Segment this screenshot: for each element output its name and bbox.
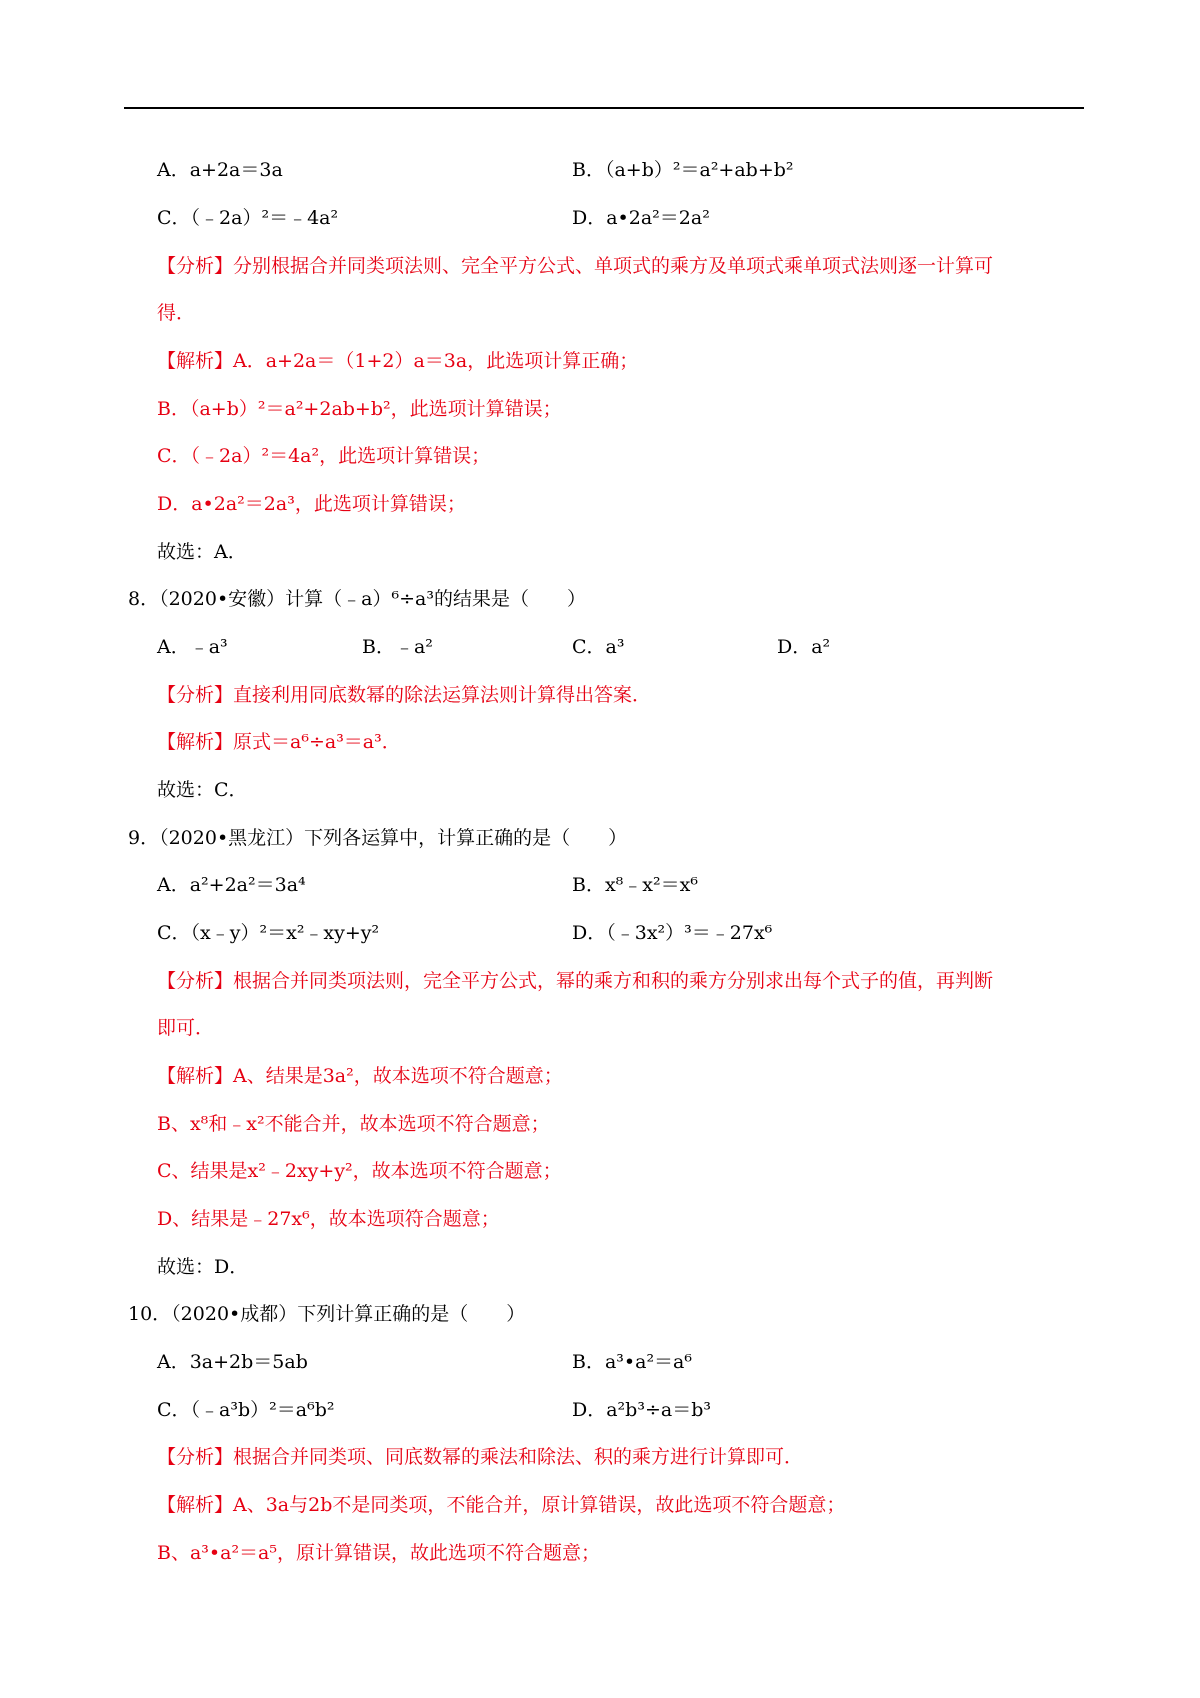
q9-option-d: D．（﹣3x²）³＝﹣27x⁶: [572, 922, 773, 944]
q9-analysis-line2: 即可．: [157, 1017, 215, 1039]
q9-answer: 故选：D．: [157, 1256, 249, 1278]
q10-option-b: B．a³•a²＝a⁶: [572, 1351, 693, 1373]
q10-option-c: C．（﹣a³b）²＝a⁶b²: [157, 1399, 335, 1421]
header-rule: [124, 107, 1084, 109]
q9-solution-b: B、x⁸和﹣x²不能合并，故本选项不符合题意；: [157, 1113, 550, 1135]
q9-solution-d: D、结果是﹣27x⁶，故本选项符合题意；: [157, 1208, 500, 1230]
q7-solution-a: 【解析】A．a+2a＝（1+2）a＝3a，此选项计算正确；: [157, 350, 639, 372]
q9-analysis-line1: 【分析】根据合并同类项法则，完全平方公式，幂的乘方和积的乘方分别求出每个式子的值，再判断: [157, 970, 994, 992]
q9-option-c: C．（x﹣y）²＝x²﹣xy+y²: [157, 922, 380, 944]
q9-option-a: A．a²+2a²＝3a⁴: [157, 874, 306, 896]
q7-option-d: D．a•2a²＝2a²: [572, 207, 710, 229]
q7-analysis-line1: 【分析】分别根据合并同类项法则、完全平方公式、单项式的乘方及单项式乘单项式法则逐一计算可: [157, 255, 994, 277]
q10-question: 10．（2020•成都）下列计算正确的是（ ）: [128, 1303, 526, 1325]
q8-solution: 【解析】原式＝a⁶÷a³＝a³．: [157, 731, 401, 753]
q10-solution-a: 【解析】A、3a与2b不是同类项，不能合并，原计算错误，故此选项不符合题意；: [157, 1494, 846, 1516]
q8-answer: 故选：C．: [157, 779, 248, 801]
q8-option-a: A．﹣a³: [157, 636, 228, 658]
q8-option-b: B．﹣a²: [362, 636, 433, 658]
q10-analysis: 【分析】根据合并同类项、同底数幂的乘法和除法、积的乘方进行计算即可．: [157, 1446, 804, 1468]
q10-option-d: D．a²b³÷a＝b³: [572, 1399, 711, 1421]
q8-option-d: D．a²: [777, 636, 831, 658]
q10-option-a: A．3a+2b＝5ab: [157, 1351, 308, 1373]
q7-option-c: C．（﹣2a）²＝﹣4a²: [157, 207, 339, 229]
q7-solution-b: B．（a+b）²＝a²+2ab+b²，此选项计算错误；: [157, 398, 562, 420]
q7-analysis-line2: 得．: [157, 302, 196, 324]
q8-option-c: C．a³: [572, 636, 625, 658]
q9-question: 9．（2020•黑龙江）下列各运算中，计算正确的是（ ）: [128, 827, 628, 849]
q9-solution-a: 【解析】A、结果是3a²，故本选项不符合题意；: [157, 1065, 563, 1087]
q7-option-a: A．a+2a＝3a: [157, 159, 283, 181]
q10-solution-b: B、a³•a²＝a⁵，原计算错误，故此选项不符合题意；: [157, 1542, 601, 1564]
q9-option-b: B．x⁸﹣x²＝x⁶: [572, 874, 698, 896]
q7-solution-d: D．a•2a²＝2a³，此选项计算错误；: [157, 493, 466, 515]
q9-solution-c: C、结果是x²﹣2xy+y²，故本选项不符合题意；: [157, 1160, 562, 1182]
q7-solution-c: C．（﹣2a）²＝4a²，此选项计算错误；: [157, 445, 491, 467]
q8-question: 8．（2020•安徽）计算（﹣a）⁶÷a³的结果是（ ）: [128, 588, 586, 610]
q7-answer: 故选：A．: [157, 541, 247, 563]
q7-option-b: B．（a+b）²＝a²+ab+b²: [572, 159, 794, 181]
q8-analysis: 【分析】直接利用同底数幂的除法运算法则计算得出答案．: [157, 684, 652, 706]
